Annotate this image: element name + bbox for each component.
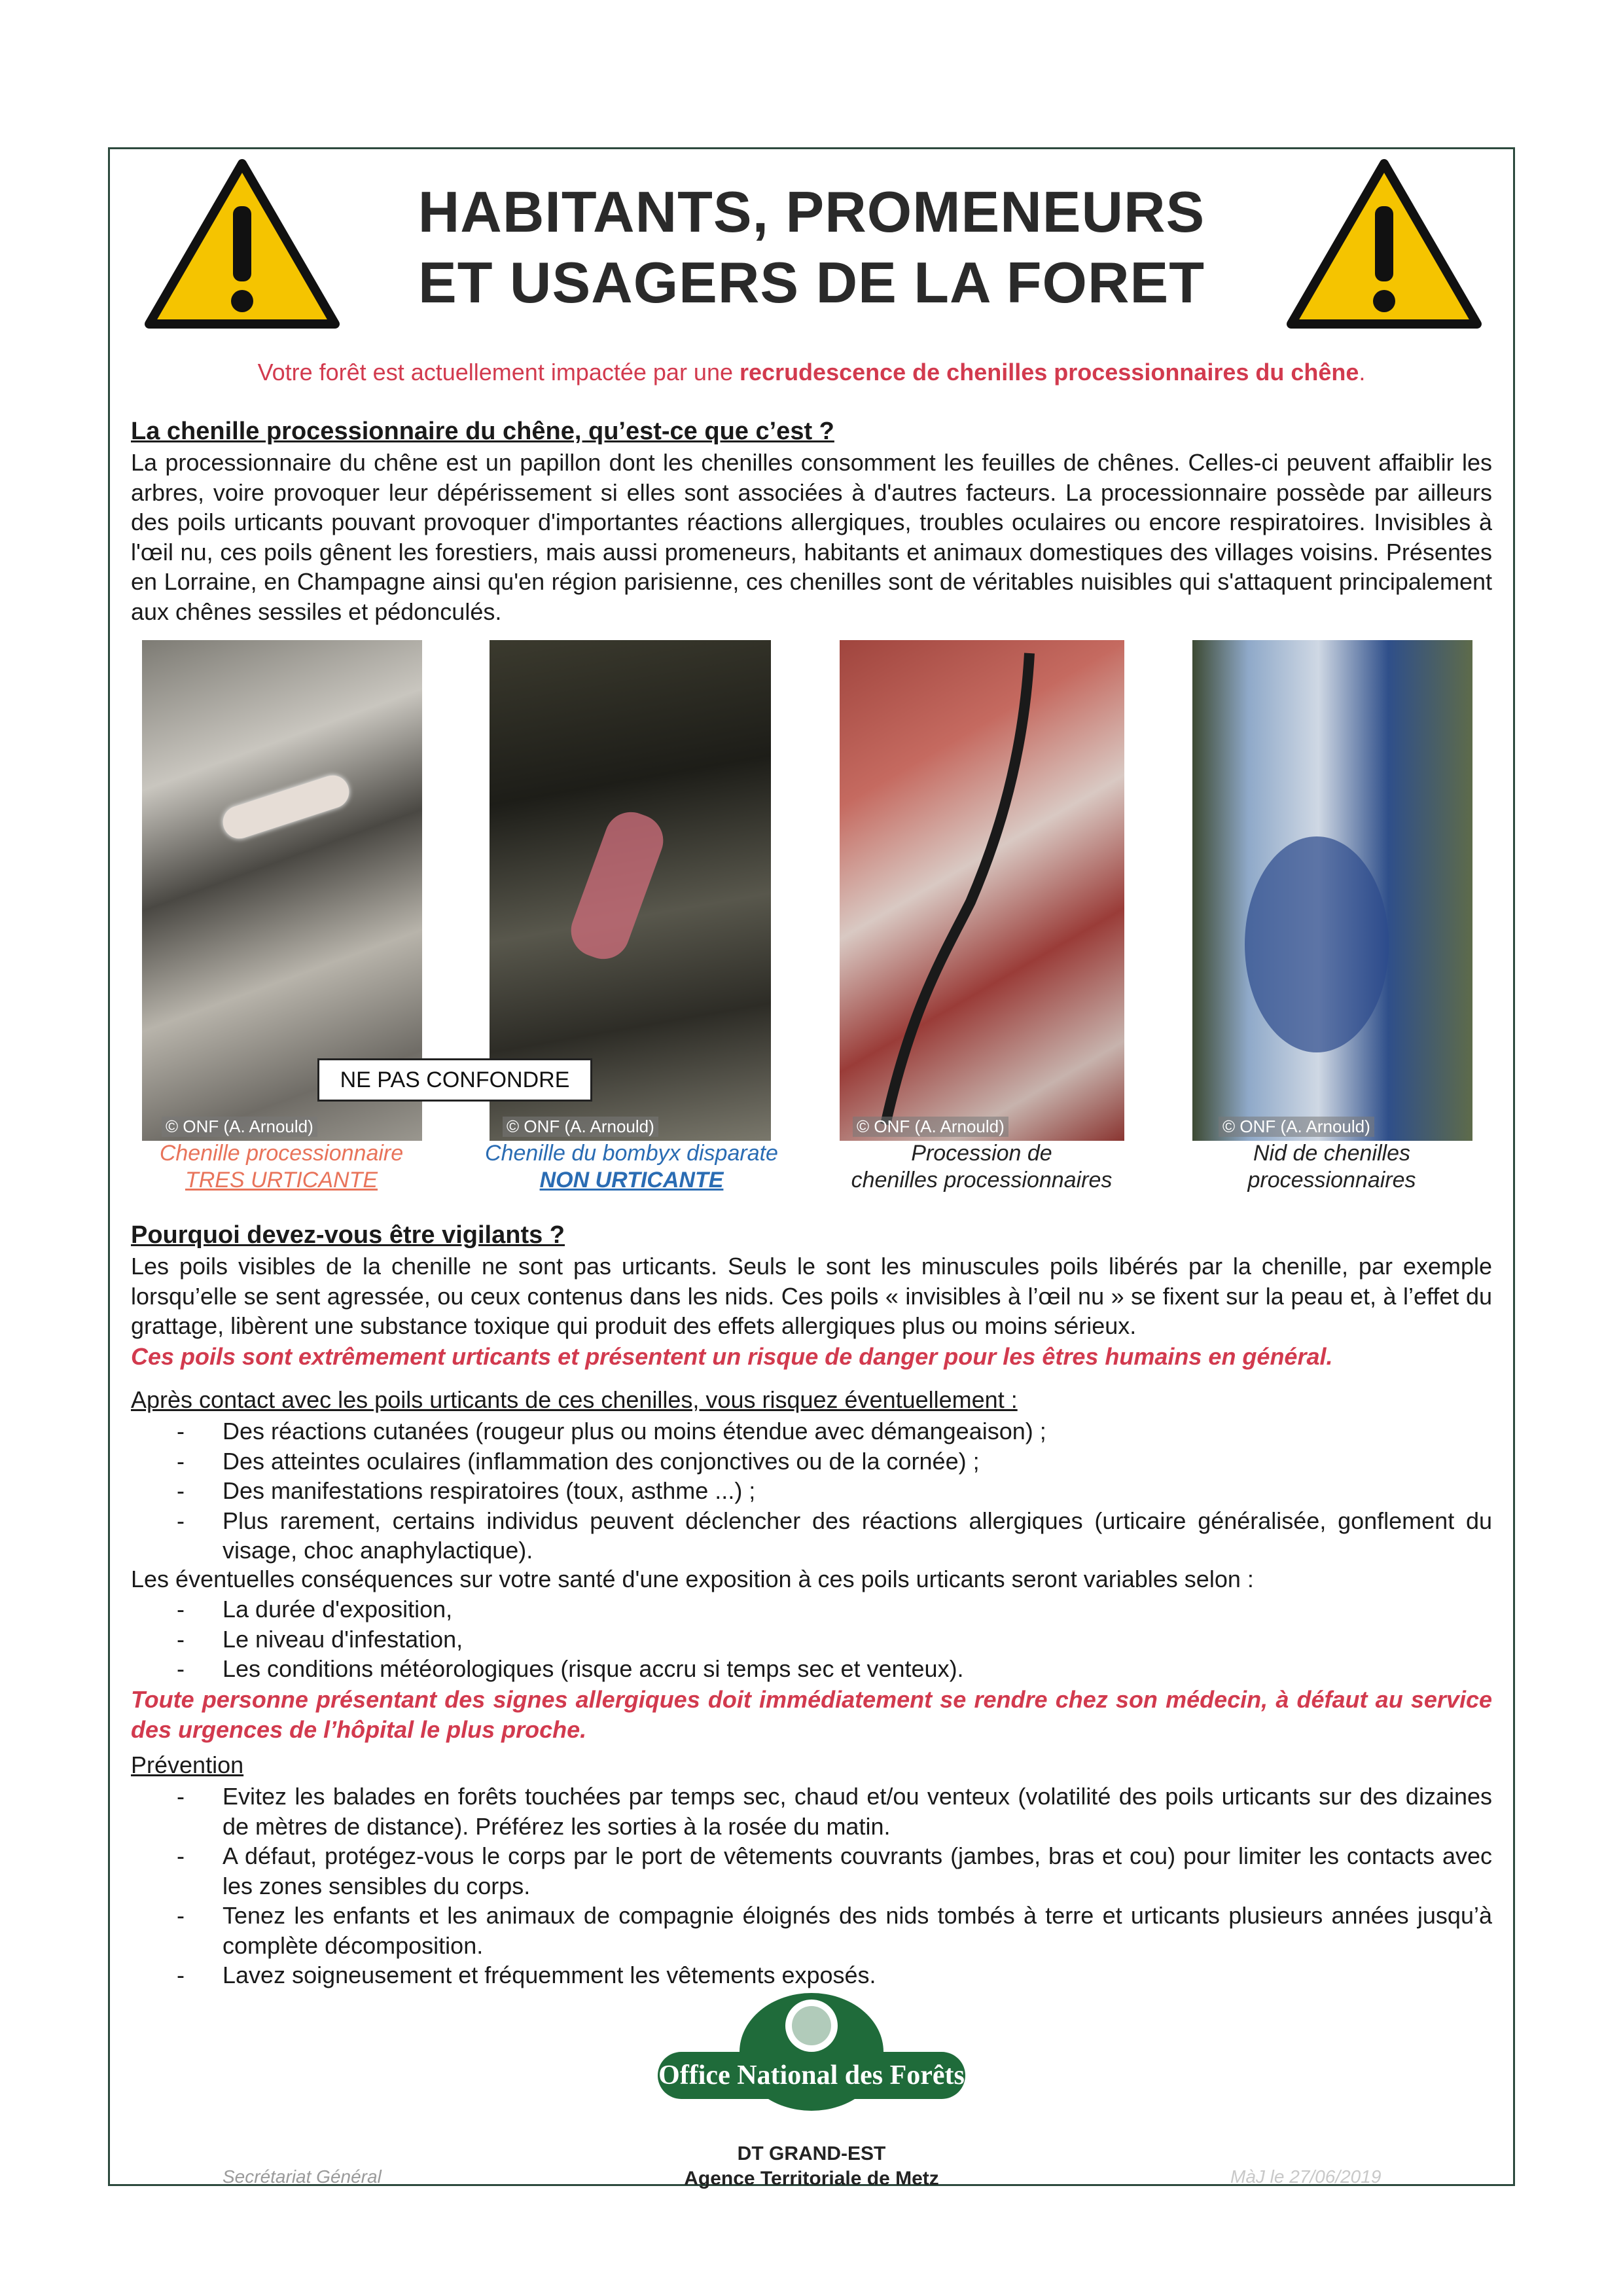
photo-caption-4	[1165, 1140, 1499, 1194]
onf-logo	[654, 1990, 969, 2114]
warning-triangle-icon-left	[144, 157, 340, 331]
section2-heading: Pourquoi devez-vous être vigilants ?	[131, 1221, 565, 1249]
ne-pas-confondre-label: NE PAS CONFONDRE	[317, 1058, 592, 1102]
section1-heading: La chenille processionnaire du chêne, qu’est-ce que c’est ?	[131, 418, 834, 445]
list-item: - Les conditions météorologiques (risque accru si temps sec et venteux).	[131, 1654, 1492, 1684]
list-item: - Evitez les balades en forêts touchées par temps sec, chaud et/ou venteux (volatilité des poils urticants sur des dizaines de mètres de distance). Préférez les sorties à la rosée du matin.	[131, 1782, 1492, 1841]
list-item: - La durée d'exposition,	[131, 1594, 1492, 1624]
prevention-list	[131, 1782, 1492, 1990]
section2-paragraph: Les poils visibles de la chenille ne sont pas urticants. Seuls le sont les minuscules poils libérés par la chenille, par exemple lorsqu’elle se sent agressée, ou ceux contenus dans les nids. Ces poils « invisibles à l’œil nu » se fixent sur la peau et, à l’effet du grattage, libèrent une substance toxique qui produit des effets allergiques plus ou moins sérieux.	[131, 1253, 1492, 1339]
footer-right: MàJ le 27/06/2019	[1230, 2166, 1382, 2187]
onf-logo-text: Office National des Forêts	[658, 2060, 965, 2090]
caption-line: Procession de	[911, 1141, 1052, 1166]
list-item: - Des atteintes oculaires (inflammation des conjonctives ou de la cornée) ;	[131, 1446, 1492, 1477]
caption-line: Chenille processionnaire	[159, 1141, 404, 1166]
footer-left: Secrétariat Général	[223, 2166, 382, 2187]
caption-warning: TRES URTICANTE	[185, 1168, 378, 1193]
intro-sentence	[131, 359, 1492, 386]
list-item: - Des réactions cutanées (rougeur plus ou moins étendue avec démangeaison) ;	[131, 1416, 1492, 1446]
intro-bold: recrudescence de chenilles processionnaires du chêne	[740, 359, 1359, 386]
caterpillar-shape	[563, 805, 670, 967]
warning-triangle-icon-right	[1286, 157, 1482, 331]
photo-caterpillar-nest	[1192, 640, 1472, 1141]
photo-credit: © ONF (A. Arnould)	[853, 1117, 1008, 1137]
caption-line: chenilles processionnaires	[851, 1168, 1113, 1193]
page-title	[366, 177, 1257, 318]
section2-warning: Ces poils sont extrêmement urticants et présentent un risque de danger pour les êtres humains en général.	[131, 1343, 1333, 1370]
caption-line: Chenille du bombyx disparate	[485, 1141, 778, 1166]
list-item: - Plus rarement, certains individus peuvent déclencher des réactions allergiques (urticaire généralisée, gonflement du visage, choc anaphylactique).	[131, 1506, 1492, 1566]
list-item: - Des manifestations respiratoires (toux, asthme ...) ;	[131, 1476, 1492, 1506]
photo-caption-2	[458, 1140, 805, 1194]
intro-end: .	[1359, 359, 1366, 386]
prevention-heading: Prévention	[131, 1751, 244, 1778]
caption-warning: NON URTICANTE	[539, 1168, 724, 1193]
photo-caterpillar-procession	[840, 640, 1124, 1141]
photo-credit: © ONF (A. Arnould)	[503, 1117, 658, 1137]
footer-agency: Agence Territoriale de Metz	[684, 2168, 939, 2189]
title-line-2: ET USAGERS DE LA FORET	[418, 250, 1205, 315]
list-item: - Le niveau d'infestation,	[131, 1624, 1492, 1655]
nest-shape	[1245, 836, 1389, 1052]
title-line-1: HABITANTS, PROMENEURS	[418, 179, 1205, 244]
photo-caption-1	[118, 1140, 445, 1194]
footer-dt: DT GRAND-EST	[737, 2143, 886, 2164]
caterpillar-shape	[219, 771, 353, 842]
section1-paragraph: La processionnaire du chêne est un papillon dont les chenilles consomment les feuilles de chênes. Celles-ci peuvent affaiblir les arbres, voire provoquer leur dépérissement si elles sont associées à d'autres facteurs. La processionnaire possède par ailleurs des poils urticants pouvant provoquer d'importantes réactions allergiques, troubles oculaires ou encore respiratoires. Invisibles à l'œil nu, ces poils gênent les forestiers, mais aussi promeneurs, habitants et animaux domestiques des villages voisins. Présentes en Lorraine, en Champagne ainsi qu'en région parisienne, ces chenilles sont de véritables nuisibles qui s'attaquent principalement aux chênes sessiles et pédonculés.	[131, 449, 1492, 625]
medical-warning: Toute personne présentant des signes allergiques doit immédiatement se rendre chez son médecin, à défaut au service des urgences de l’hôpital le plus proche.	[131, 1686, 1492, 1743]
list-item: - Lavez soigneusement et fréquemment les vêtements exposés.	[131, 1960, 1492, 1990]
risks-list	[131, 1416, 1492, 1566]
photo-credit: © ONF (A. Arnould)	[162, 1117, 317, 1137]
risks-heading: Après contact avec les poils urticants de ces chenilles, vous risquez éventuellement :	[131, 1386, 1018, 1413]
consequences-intro: Les éventuelles conséquences sur votre santé d'une exposition à ces poils urticants seront variables selon :	[131, 1566, 1254, 1592]
photo-caption-3	[812, 1140, 1152, 1194]
list-item: - A défaut, protégez-vous le corps par le port de vêtements couvrants (jambes, bras et cou) pour limiter les contacts avec les zones sensibles du corps.	[131, 1841, 1492, 1901]
list-item: - Tenez les enfants et les animaux de compagnie éloignés des nids tombés à terre et urticants plusieurs années jusqu’à complète décomposition.	[131, 1901, 1492, 1960]
procession-line	[840, 640, 1124, 1141]
caption-line: processionnaires	[1247, 1168, 1416, 1193]
caption-line: Nid de chenilles	[1253, 1141, 1411, 1166]
factors-list	[131, 1594, 1492, 1684]
intro-normal: Votre forêt est actuellement impactée par une	[257, 359, 740, 386]
photo-credit: © ONF (A. Arnould)	[1219, 1117, 1374, 1137]
